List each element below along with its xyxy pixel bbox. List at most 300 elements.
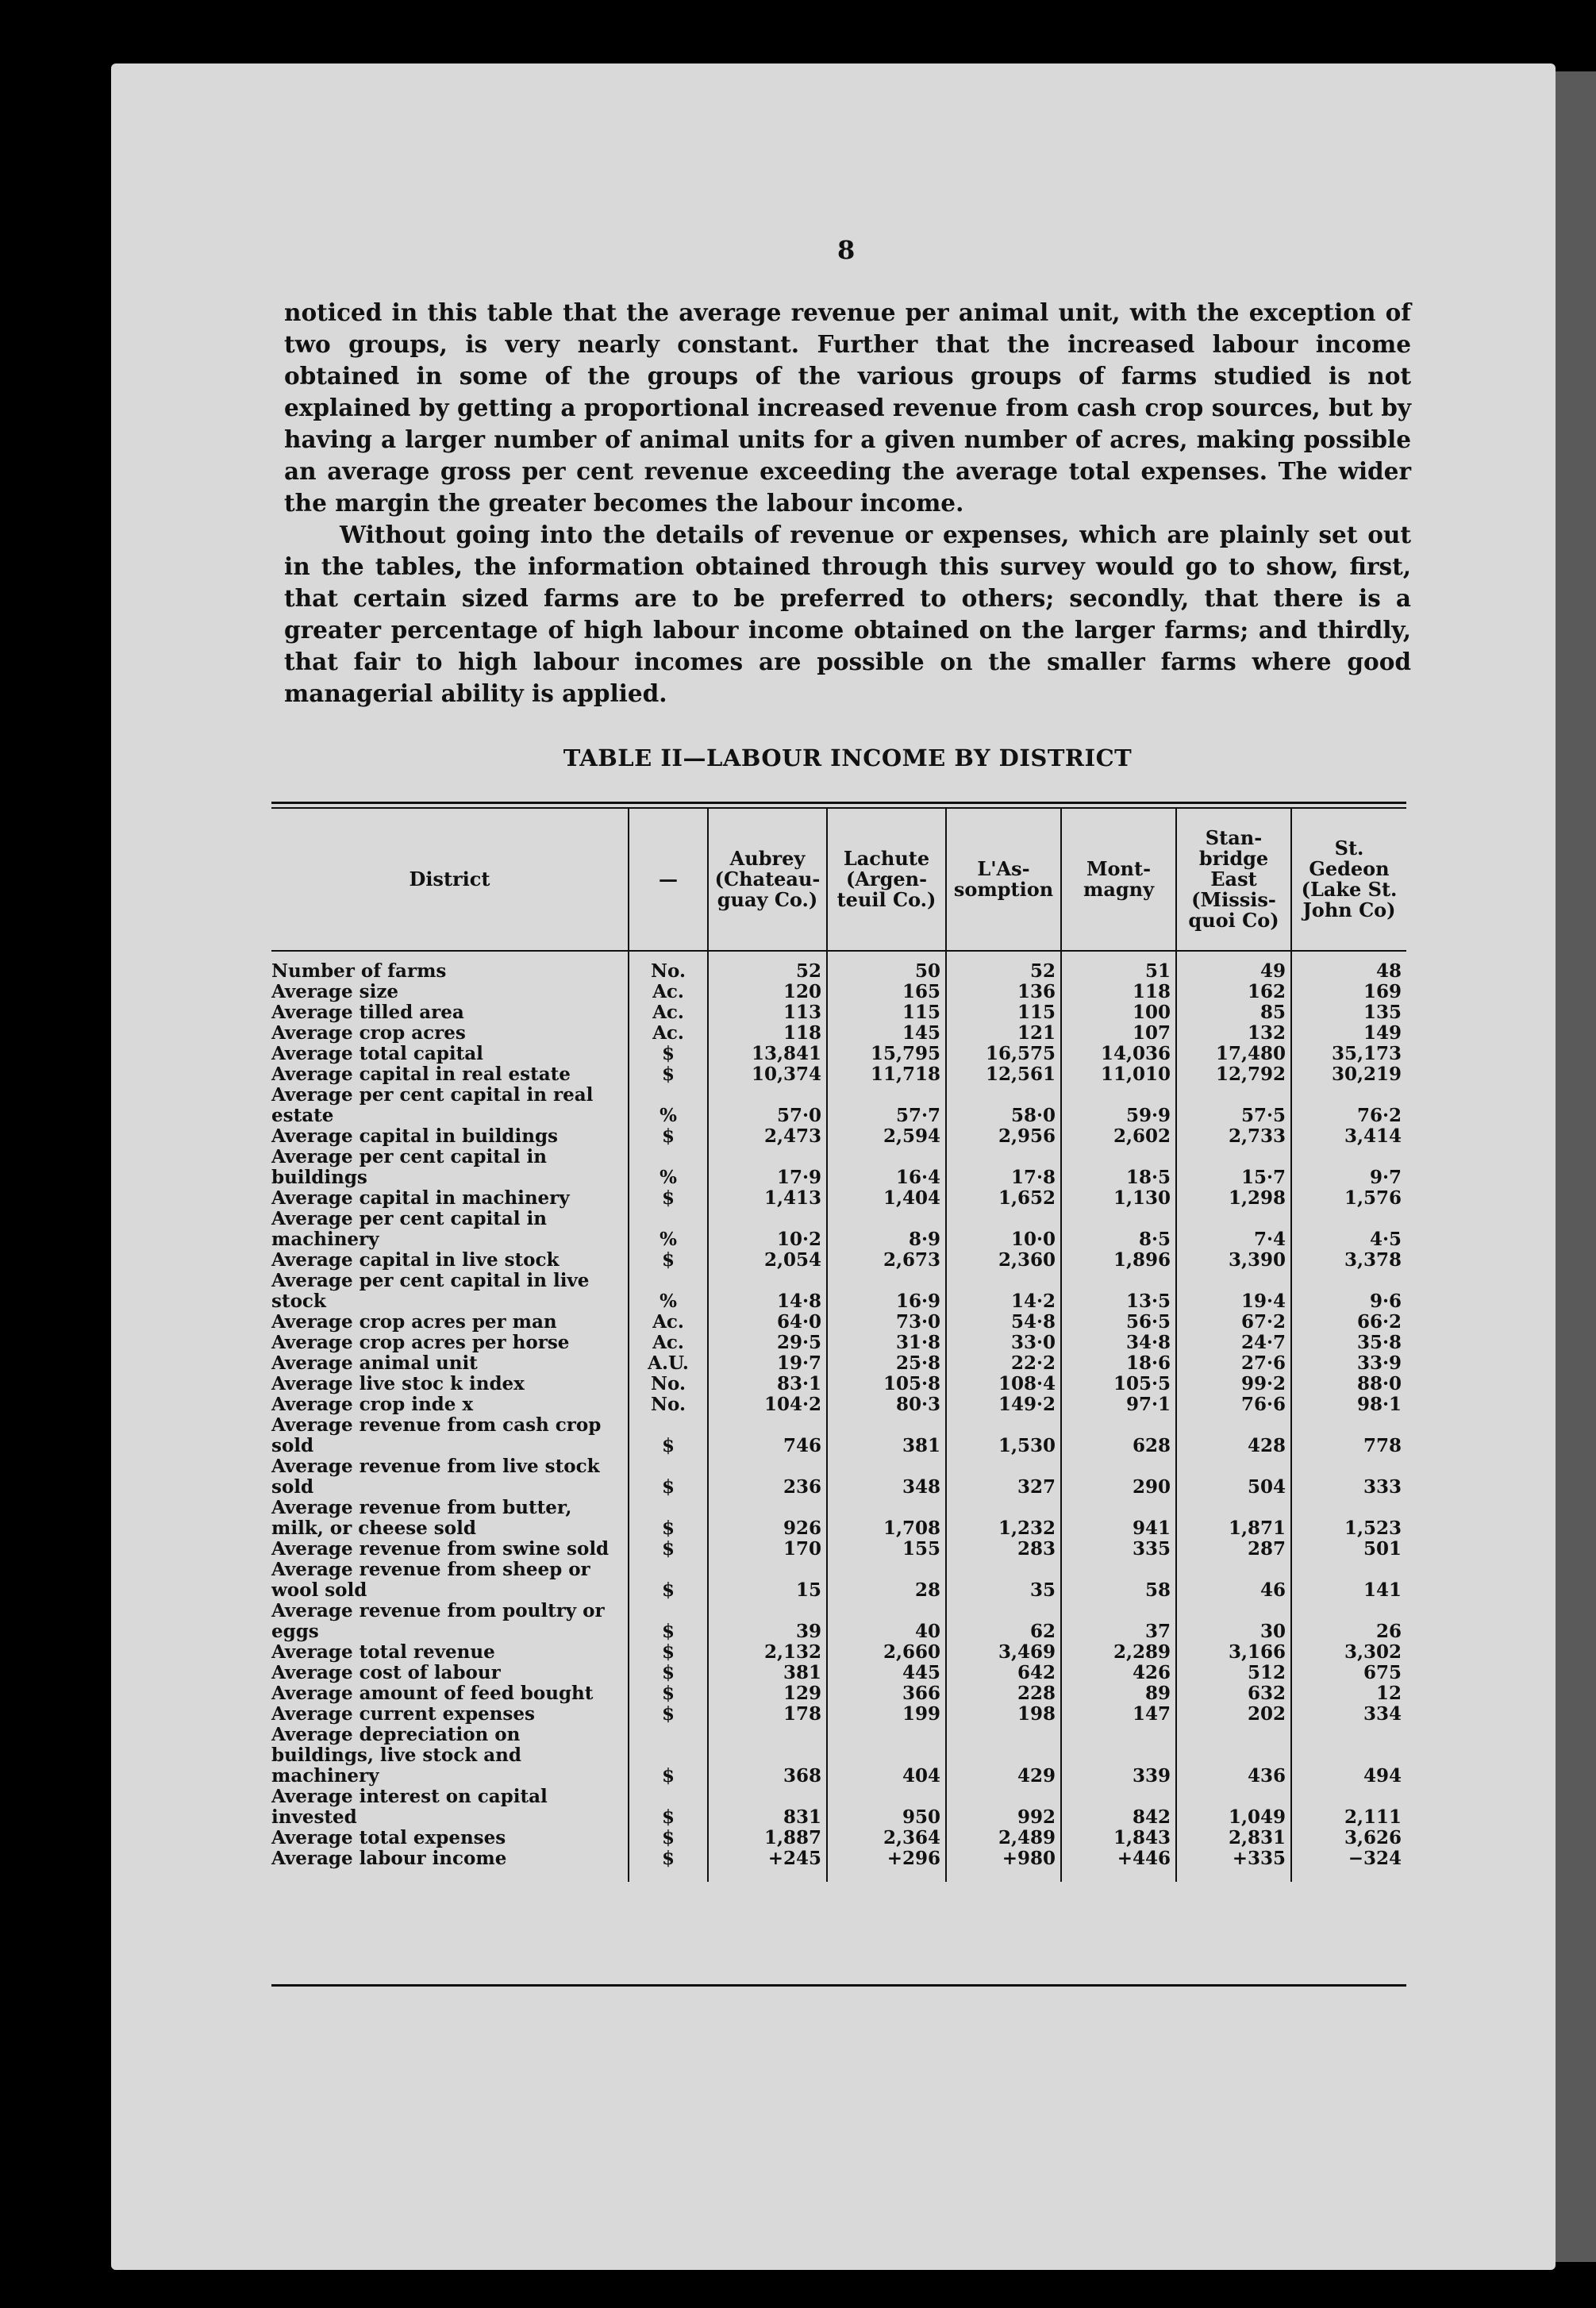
table-row [271,1601,1406,1642]
cell-value: +296 [827,1848,946,1882]
table-row [271,1044,1406,1064]
cell-value: 287 [1176,1539,1291,1560]
cell-value: 1,708 [827,1498,946,1539]
row-unit: % [629,1085,708,1126]
cell-value: 40 [827,1601,946,1642]
cell-value: 121 [946,1023,1061,1044]
table-row [271,1725,1406,1787]
cell-value: 76·2 [1291,1085,1406,1126]
row-label: Average capital in real estate [271,1064,571,1085]
cell-value: 1,232 [946,1498,1061,1539]
row-unit: $ [629,1725,708,1787]
cell-value: 348 [827,1456,946,1498]
table-row [271,1188,1406,1209]
row-unit: No. [629,1394,708,1415]
col-header-district: District [271,809,629,951]
cell-value: 57·0 [708,1085,827,1126]
cell-value: 17,480 [1176,1044,1291,1064]
cell-value: 1,843 [1061,1828,1176,1848]
cell-value: 89 [1061,1683,1176,1704]
table-title: TABLE II—LABOUR INCOME BY DISTRICT [563,744,1133,771]
cell-value: 58 [1061,1560,1176,1601]
cell-value: 3,626 [1291,1828,1406,1848]
cell-value: 7·4 [1176,1209,1291,1250]
cell-value: 2,733 [1176,1126,1291,1147]
cell-value: 37 [1061,1601,1176,1642]
cell-value: 15,795 [827,1044,946,1064]
paragraph-1: noticed in this table that the average revenue per animal unit, with the exception of two groups, is very nearly constant. Further that the increased labour income obtained in some of the groups of the various groups of farms studied is not explained by getting a proportional increased revenue from cash crop sources, but by having a larger number of animal units for a given number of acres, making possible an average gross per cent revenue exceeding the average total expenses. The wider the margin the greater becomes the labour income. [284,298,1411,517]
row-unit: % [629,1209,708,1250]
col-header-aubrey: Aubrey (Chateau-guay Co.) [708,809,827,951]
cell-value: 1,871 [1176,1498,1291,1539]
row-unit: $ [629,1064,708,1085]
row-unit: $ [629,1456,708,1498]
cell-value: 83·1 [708,1374,827,1394]
row-label: Average per cent capital in live stock [271,1270,590,1312]
table-row [271,1209,1406,1250]
col-header-montmagny: Mont-magny [1061,809,1176,951]
cell-value: +446 [1061,1848,1176,1882]
table-row [271,1663,1406,1683]
cell-value: 141 [1291,1560,1406,1601]
table-row [271,1064,1406,1085]
row-unit: $ [629,1415,708,1456]
cell-value: 429 [946,1725,1061,1787]
row-label: Average revenue from sheep or wool sold [271,1559,590,1601]
cell-value: 3,469 [946,1642,1061,1663]
adjacent-page-edge [1556,71,1596,2262]
paragraph-2: Without going into the details of revenue or expenses, which are plainly set out in the tables, the information obtained through this survey would go to show, first, that certain sized farms are to be preferred to others; secondly, that there is a greater percentage of high labour income obtained on the larger farms; and thirdly, that fair to high labour incomes are possible on the smaller farms where good managerial ability is applied. [284,521,1411,707]
row-unit: $ [629,1683,708,1704]
row-unit: $ [629,1250,708,1271]
cell-value: 27·6 [1176,1353,1291,1374]
cell-value: 16,575 [946,1044,1061,1064]
cell-value: 445 [827,1663,946,1683]
cell-value: 165 [827,982,946,1002]
cell-value: 35·8 [1291,1333,1406,1353]
row-label: Average total expenses [271,1827,506,1848]
cell-value: 12 [1291,1683,1406,1704]
row-unit: Ac. [629,1333,708,1353]
cell-value: 2,673 [827,1250,946,1271]
cell-value: 100 [1061,1002,1176,1023]
table-row [271,1456,1406,1498]
table-row [271,1828,1406,1848]
cell-value: 19·4 [1176,1271,1291,1312]
table-row [271,1415,1406,1456]
cell-value: 339 [1061,1725,1176,1787]
cell-value: 28 [827,1560,946,1601]
cell-value: 22·2 [946,1353,1061,1374]
cell-value: 504 [1176,1456,1291,1498]
cell-value: 17·9 [708,1147,827,1188]
row-unit: No. [629,951,708,982]
cell-value: 129 [708,1683,827,1704]
row-unit: $ [629,1642,708,1663]
cell-value: 115 [827,1002,946,1023]
table-row [271,1498,1406,1539]
cell-value: 2,364 [827,1828,946,1848]
cell-value: 85 [1176,1002,1291,1023]
cell-value: 149 [1291,1023,1406,1044]
cell-value: 88·0 [1291,1374,1406,1394]
cell-value: 436 [1176,1725,1291,1787]
row-unit: Ac. [629,1002,708,1023]
cell-value: 327 [946,1456,1061,1498]
cell-value: +335 [1176,1848,1291,1882]
cell-value: 76·6 [1176,1394,1291,1415]
cell-value: 80·3 [827,1394,946,1415]
row-unit: $ [629,1663,708,1683]
cell-value: 57·5 [1176,1085,1291,1126]
row-label: Average size [271,981,399,1002]
cell-value: 162 [1176,982,1291,1002]
cell-value: 778 [1291,1415,1406,1456]
cell-value: 2,489 [946,1828,1061,1848]
cell-value: +980 [946,1848,1061,1882]
row-label: Average cost of labour [271,1662,501,1683]
row-label: Average per cent capital in machinery [271,1208,547,1250]
row-label: Average revenue from cash crop sold [271,1414,602,1456]
cell-value: 149·2 [946,1394,1061,1415]
cell-value: 147 [1061,1704,1176,1725]
cell-value: 494 [1291,1725,1406,1787]
cell-value: 501 [1291,1539,1406,1560]
cell-value: 50 [827,951,946,982]
cell-value: 3,302 [1291,1642,1406,1663]
row-label: Average capital in live stock [271,1249,560,1271]
cell-value: 52 [946,951,1061,982]
cell-value: 18·6 [1061,1353,1176,1374]
cell-value: 9·7 [1291,1147,1406,1188]
cell-value: 99·2 [1176,1374,1291,1394]
cell-value: 113 [708,1002,827,1023]
cell-value: 16·9 [827,1271,946,1312]
row-label: Average per cent capital in real estate [271,1084,594,1126]
cell-value: 8·5 [1061,1209,1176,1250]
row-label: Average depreciation on buildings, live stock and machinery [271,1724,521,1787]
cell-value: 16·4 [827,1147,946,1188]
cell-value: 642 [946,1663,1061,1683]
table-body [271,951,1406,1882]
row-label: Average amount of feed bought [271,1683,594,1704]
table-row [271,1312,1406,1333]
cell-value: 926 [708,1498,827,1539]
cell-value: 118 [708,1023,827,1044]
cell-value: 66·2 [1291,1312,1406,1333]
cell-value: 26 [1291,1601,1406,1642]
cell-value: 35 [946,1560,1061,1601]
cell-value: 199 [827,1704,946,1725]
cell-value: 33·9 [1291,1353,1406,1374]
cell-value: 290 [1061,1456,1176,1498]
cell-value: 2,660 [827,1642,946,1663]
cell-value: 228 [946,1683,1061,1704]
cell-value: 136 [946,982,1061,1002]
row-unit: $ [629,1848,708,1882]
row-label: Average current expenses [271,1703,535,1725]
cell-value: 34·8 [1061,1333,1176,1353]
table-row [271,1394,1406,1415]
cell-value: 2,132 [708,1642,827,1663]
cell-value: 941 [1061,1498,1176,1539]
cell-value: 57·7 [827,1085,946,1126]
col-header-unit: — [629,809,708,951]
row-label: Average total revenue [271,1641,495,1663]
cell-value: 108·4 [946,1374,1061,1394]
cell-value: 1,576 [1291,1188,1406,1209]
cell-value: 105·5 [1061,1374,1176,1394]
cell-value: 1,652 [946,1188,1061,1209]
cell-value: 675 [1291,1663,1406,1683]
cell-value: 283 [946,1539,1061,1560]
cell-value: 30 [1176,1601,1291,1642]
cell-value: +245 [708,1848,827,1882]
cell-value: 404 [827,1725,946,1787]
cell-value: 2,289 [1061,1642,1176,1663]
table-row [271,1250,1406,1271]
cell-value: 9·6 [1291,1271,1406,1312]
table-row [271,1683,1406,1704]
cell-value: 58·0 [946,1085,1061,1126]
cell-value: 14·8 [708,1271,827,1312]
table-row [271,1126,1406,1147]
cell-value: 46 [1176,1560,1291,1601]
cell-value: 52 [708,951,827,982]
cell-value: 3,378 [1291,1250,1406,1271]
cell-value: 1,413 [708,1188,827,1209]
cell-value: 2,594 [827,1126,946,1147]
row-unit: Ac. [629,1023,708,1044]
cell-value: 335 [1061,1539,1176,1560]
cell-value: 14·2 [946,1271,1061,1312]
cell-value: 39 [708,1601,827,1642]
col-header-st-gedeon: St. Gedeon (Lake St. John Co) [1291,809,1406,951]
table-row [271,982,1406,1002]
cell-value: 62 [946,1601,1061,1642]
cell-value: 1,887 [708,1828,827,1848]
data-table [271,809,1406,1882]
cell-value: 1,523 [1291,1498,1406,1539]
cell-value: 19·7 [708,1353,827,1374]
cell-value: 333 [1291,1456,1406,1498]
cell-value: 11,718 [827,1064,946,1085]
cell-value: 67·2 [1176,1312,1291,1333]
cell-value: 202 [1176,1704,1291,1725]
cell-value: 120 [708,982,827,1002]
cell-value: 64·0 [708,1312,827,1333]
row-label: Average total capital [271,1043,483,1064]
cell-value: 15·7 [1176,1147,1291,1188]
cell-value: 10·2 [708,1209,827,1250]
row-label: Average revenue from swine sold [271,1538,610,1560]
cell-value: 426 [1061,1663,1176,1683]
row-label: Average live stoc k index [271,1373,525,1394]
row-unit: $ [629,1044,708,1064]
row-label: Average revenue from poultry or eggs [271,1600,605,1642]
cell-value: 381 [827,1415,946,1456]
row-label: Average animal unit [271,1352,478,1374]
table-row [271,1704,1406,1725]
row-unit: % [629,1147,708,1188]
table-row [271,1374,1406,1394]
col-header-lachute: Lachute (Argen-teuil Co.) [827,809,946,951]
cell-value: 48 [1291,951,1406,982]
table-row [271,1787,1406,1828]
table-row [271,1848,1406,1882]
row-label: Average crop inde x [271,1394,474,1415]
cell-value: 428 [1176,1415,1291,1456]
row-unit: $ [629,1787,708,1828]
row-label: Average capital in buildings [271,1125,558,1147]
cell-value: 170 [708,1539,827,1560]
row-unit: $ [629,1126,708,1147]
cell-value: 17·8 [946,1147,1061,1188]
cell-value: 950 [827,1787,946,1828]
cell-value: 3,414 [1291,1126,1406,1147]
row-label: Average revenue from live stock sold [271,1456,600,1498]
cell-value: 2,602 [1061,1126,1176,1147]
row-label: Average interest on capital invested [271,1786,548,1828]
row-label: Average tilled area [271,1002,464,1023]
cell-value: 29·5 [708,1333,827,1353]
row-unit: No. [629,1374,708,1394]
cell-value: 2,831 [1176,1828,1291,1848]
cell-value: 145 [827,1023,946,1044]
cell-value: 1,049 [1176,1787,1291,1828]
row-unit: $ [629,1188,708,1209]
cell-value: 1,530 [946,1415,1061,1456]
row-unit: $ [629,1828,708,1848]
cell-value: 1,404 [827,1188,946,1209]
cell-value: 632 [1176,1683,1291,1704]
row-unit: Ac. [629,982,708,1002]
cell-value: 35,173 [1291,1044,1406,1064]
row-unit: $ [629,1601,708,1642]
row-unit: % [629,1271,708,1312]
cell-value: 51 [1061,951,1176,982]
cell-value: 236 [708,1456,827,1498]
row-label: Average crop acres per man [271,1311,557,1333]
row-unit: A.U. [629,1353,708,1374]
row-label: Average capital in machinery [271,1187,570,1209]
table-row [271,1002,1406,1023]
table-row [271,1085,1406,1126]
cell-value: 33·0 [946,1333,1061,1353]
cell-value: 4·5 [1291,1209,1406,1250]
table-bottom-rule [271,1984,1406,1987]
cell-value: 842 [1061,1787,1176,1828]
row-unit: $ [629,1539,708,1560]
cell-value: 2,956 [946,1126,1061,1147]
cell-value: 15 [708,1560,827,1601]
table-row [271,1023,1406,1044]
cell-value: 11,010 [1061,1064,1176,1085]
cell-value: 2,473 [708,1126,827,1147]
cell-value: 10,374 [708,1064,827,1085]
labour-income-table [271,802,1406,1882]
cell-value: 1,896 [1061,1250,1176,1271]
row-unit: Ac. [629,1312,708,1333]
cell-value: 992 [946,1787,1061,1828]
cell-value: −324 [1291,1848,1406,1882]
row-label: Number of farms [271,960,447,982]
cell-value: 12,561 [946,1064,1061,1085]
table-row [271,1271,1406,1312]
cell-value: 31·8 [827,1333,946,1353]
cell-value: 132 [1176,1023,1291,1044]
table-row [271,1560,1406,1601]
cell-value: 14,036 [1061,1044,1176,1064]
cell-value: 169 [1291,982,1406,1002]
cell-value: 334 [1291,1704,1406,1725]
col-header-stanbridge: Stan-bridge East (Missis-quoi Co) [1176,809,1291,951]
row-label: Average crop acres [271,1022,466,1044]
row-label: Average labour income [271,1848,507,1869]
cell-value: 10·0 [946,1209,1061,1250]
cell-value: 18·5 [1061,1147,1176,1188]
cell-value: 30,219 [1291,1064,1406,1085]
cell-value: 97·1 [1061,1394,1176,1415]
cell-value: 105·8 [827,1374,946,1394]
cell-value: 12,792 [1176,1064,1291,1085]
cell-value: 49 [1176,951,1291,982]
table-row [271,951,1406,982]
table-row [271,1333,1406,1353]
cell-value: 628 [1061,1415,1176,1456]
cell-value: 1,130 [1061,1188,1176,1209]
cell-value: 118 [1061,982,1176,1002]
header-row [271,809,1406,951]
cell-value: 98·1 [1291,1394,1406,1415]
cell-value: 368 [708,1725,827,1787]
cell-value: 25·8 [827,1353,946,1374]
cell-value: 155 [827,1539,946,1560]
col-header-lassomption: L'As-somption [946,809,1061,951]
row-unit: $ [629,1498,708,1539]
cell-value: 366 [827,1683,946,1704]
row-unit: $ [629,1560,708,1601]
table-row [271,1642,1406,1663]
cell-value: 746 [708,1415,827,1456]
cell-value: 831 [708,1787,827,1828]
table-row [271,1539,1406,1560]
cell-value: 56·5 [1061,1312,1176,1333]
cell-value: 198 [946,1704,1061,1725]
cell-value: 115 [946,1002,1061,1023]
body-text [284,297,1411,710]
cell-value: 2,111 [1291,1787,1406,1828]
cell-value: 381 [708,1663,827,1683]
cell-value: 512 [1176,1663,1291,1683]
cell-value: 8·9 [827,1209,946,1250]
cell-value: 54·8 [946,1312,1061,1333]
cell-value: 13,841 [708,1044,827,1064]
cell-value: 135 [1291,1002,1406,1023]
cell-value: 1,298 [1176,1188,1291,1209]
table-row [271,1147,1406,1188]
cell-value: 3,390 [1176,1250,1291,1271]
cell-value: 2,054 [708,1250,827,1271]
cell-value: 178 [708,1704,827,1725]
cell-value: 59·9 [1061,1085,1176,1126]
cell-value: 2,360 [946,1250,1061,1271]
cell-value: 107 [1061,1023,1176,1044]
row-label: Average revenue from butter, milk, or cheese sold [271,1497,572,1539]
row-label: Average crop acres per horse [271,1332,570,1353]
cell-value: 73·0 [827,1312,946,1333]
row-unit: $ [629,1704,708,1725]
